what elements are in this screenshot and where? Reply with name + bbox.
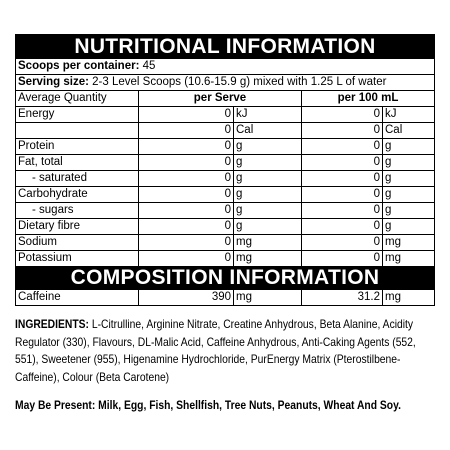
scoops-label: Scoops per container: bbox=[18, 60, 140, 72]
per-100-unit: mg bbox=[385, 291, 401, 303]
table-row bbox=[16, 234, 434, 250]
table-row bbox=[16, 138, 434, 154]
ingredients-label: INGREDIENTS: bbox=[15, 317, 89, 331]
row-label: Fat, total bbox=[16, 155, 139, 170]
composition-title: COMPOSITION INFORMATION bbox=[16, 266, 434, 290]
per-100-unit: kJ bbox=[385, 108, 397, 120]
per-100-value: 0 bbox=[302, 155, 383, 170]
per-100-value: 0 bbox=[302, 235, 383, 250]
per-serve-unit: mg bbox=[234, 251, 302, 266]
per-serve-unit: g bbox=[234, 171, 302, 186]
per-serve-unit: g bbox=[234, 219, 302, 234]
allergen-statement: May Be Present: Milk, Egg, Fish, Shellfish, Tree Nuts, Peanuts, Wheat And Soy. bbox=[15, 398, 401, 412]
table-row bbox=[16, 170, 434, 186]
row-label bbox=[16, 123, 139, 138]
per-serve-value: 0 bbox=[139, 203, 234, 218]
per-serve-value: 0 bbox=[139, 139, 234, 154]
header-per-serve: per Serve bbox=[139, 91, 302, 106]
per-100-value: 31.2 bbox=[302, 290, 383, 305]
row-label: Carbohydrate bbox=[16, 187, 139, 202]
per-100-unit: g bbox=[385, 156, 392, 168]
table-row bbox=[16, 106, 434, 122]
per-serve-value: 0 bbox=[139, 107, 234, 122]
row-label: Potassium bbox=[16, 251, 139, 266]
header-quantity: Average Quantity bbox=[16, 91, 139, 106]
row-label: Caffeine bbox=[16, 290, 139, 305]
per-100-unit: Cal bbox=[385, 124, 403, 136]
per-serve-unit: mg bbox=[234, 235, 302, 250]
row-label: Protein bbox=[16, 139, 139, 154]
scoops-row bbox=[16, 59, 434, 74]
row-label: Energy bbox=[16, 107, 139, 122]
table-row bbox=[16, 186, 434, 202]
table-row bbox=[16, 218, 434, 234]
per-serve-unit: g bbox=[234, 155, 302, 170]
nutrition-rows bbox=[16, 106, 434, 266]
row-label: - saturated bbox=[16, 171, 139, 186]
per-100-unit: mg bbox=[385, 252, 401, 264]
per-serve-value: 0 bbox=[139, 235, 234, 250]
per-100-unit: g bbox=[385, 140, 392, 152]
table-row bbox=[16, 122, 434, 138]
nutrition-header-row bbox=[16, 90, 434, 106]
per-serve-value: 0 bbox=[139, 187, 234, 202]
per-100-value: 0 bbox=[302, 219, 383, 234]
serving-row bbox=[16, 74, 434, 90]
per-100-value: 0 bbox=[302, 139, 383, 154]
table-row bbox=[16, 290, 434, 305]
per-serve-value: 0 bbox=[139, 251, 234, 266]
per-100-value: 0 bbox=[302, 123, 383, 138]
serving-label: Serving size: bbox=[18, 76, 89, 88]
per-100-value: 0 bbox=[302, 251, 383, 266]
per-100-value: 0 bbox=[302, 203, 383, 218]
per-100-value: 0 bbox=[302, 171, 383, 186]
per-serve-unit: kJ bbox=[234, 107, 302, 122]
per-serve-unit: g bbox=[234, 203, 302, 218]
per-serve-value: 0 bbox=[139, 155, 234, 170]
nutrition-title: NUTRITIONAL INFORMATION bbox=[16, 35, 434, 59]
table-row bbox=[16, 250, 434, 266]
per-serve-value: 0 bbox=[139, 171, 234, 186]
ingredients-block bbox=[15, 316, 436, 386]
row-label: Dietary fibre bbox=[16, 219, 139, 234]
table-row bbox=[16, 202, 434, 218]
per-100-unit: g bbox=[385, 188, 392, 200]
per-serve-value: 0 bbox=[139, 219, 234, 234]
header-per-100: per 100 mL bbox=[337, 92, 399, 104]
per-serve-value: 390 bbox=[139, 290, 234, 305]
per-100-value: 0 bbox=[302, 187, 383, 202]
per-100-unit: g bbox=[385, 204, 392, 216]
per-100-unit: mg bbox=[385, 236, 401, 248]
row-label: Sodium bbox=[16, 235, 139, 250]
scoops-value: 45 bbox=[142, 60, 156, 72]
composition-rows bbox=[16, 290, 434, 305]
per-100-value: 0 bbox=[302, 107, 383, 122]
ingredients-text: L-Citrulline, Arginine Nitrate, Creatine Anhydrous, Beta Alanine, Acidity Regulator (330), Flavours, DL-Malic Acid, Caffeine Anhydrous, Anti-Caking Agents (552, 551), Sweetener (955), Higenamine Hydrochloride, PurEnergy Matrix (Pterostilbene-Caffeine), Colour (Beta Carotene) bbox=[15, 317, 416, 384]
nutrition-panel bbox=[15, 34, 435, 306]
table-row bbox=[16, 154, 434, 170]
per-serve-unit: g bbox=[234, 139, 302, 154]
per-serve-value: 0 bbox=[139, 123, 234, 138]
serving-value: 2-3 Level Scoops (10.6-15.9 g) mixed with 1.25 L of water bbox=[92, 76, 387, 88]
per-100-unit: g bbox=[385, 220, 392, 232]
row-label: - sugars bbox=[16, 203, 139, 218]
per-100-unit: g bbox=[385, 172, 392, 184]
per-serve-unit: Cal bbox=[234, 123, 302, 138]
per-serve-unit: mg bbox=[234, 290, 302, 305]
per-serve-unit: g bbox=[234, 187, 302, 202]
